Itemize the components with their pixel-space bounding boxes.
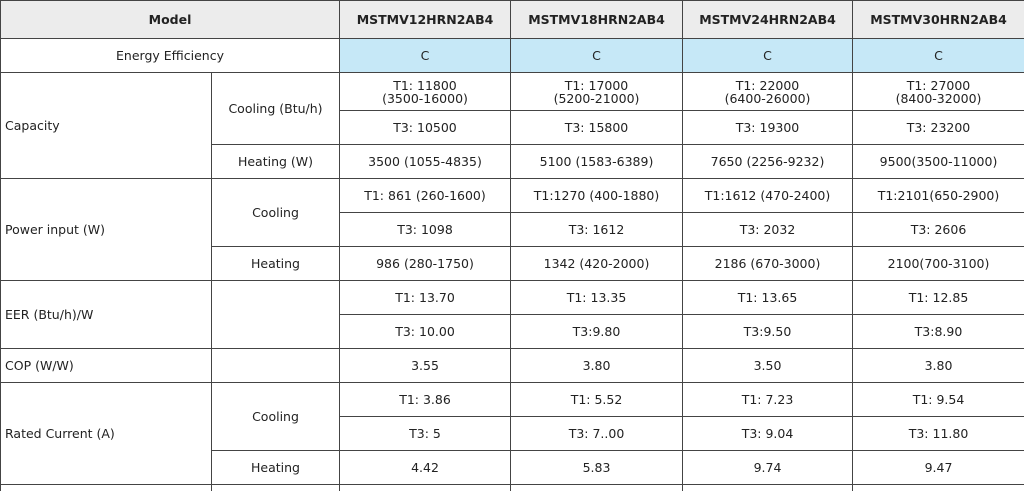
- power-cooling-t1-cell: T1:2101(650-2900): [853, 179, 1024, 213]
- power-heating-cell: 2186 (670-3000): [683, 247, 853, 281]
- cop-cell: 3.55: [340, 349, 511, 383]
- eer-t3-cell: T3:8.90: [853, 315, 1024, 349]
- eer-label: EER (Btu/h)/W: [1, 281, 212, 349]
- eer-t1-cell: T1: 13.65: [683, 281, 853, 315]
- current-heating-label: Heating: [212, 451, 340, 485]
- capacity-cooling-t1-cell: [340, 73, 511, 111]
- eer-t1-row: [1, 281, 1024, 315]
- current-cooling-t1-cell: T1: 9.54: [853, 383, 1024, 417]
- capacity-t1-value: T1: 22000: [735, 77, 800, 93]
- eer-t1-cell: T1: 13.70: [340, 281, 511, 315]
- eer-t3-cell: T3:9.80: [511, 315, 683, 349]
- power-cooling-t1-cell: T1:1612 (470-2400): [683, 179, 853, 213]
- capacity-heating-cell: 3500 (1055-4835): [340, 145, 511, 179]
- current-heating-cell: 5.83: [511, 451, 683, 485]
- capacity-cooling-t1-cell: [511, 73, 683, 111]
- cop-sub-blank: [212, 349, 340, 383]
- model-name: MSTMV18HRN2AB4: [511, 1, 683, 39]
- current-cooling-t3-cell: T3: 11.80: [853, 417, 1024, 451]
- cop-label: COP (W/W): [1, 349, 212, 383]
- model-name: MSTMV24HRN2AB4: [683, 1, 853, 39]
- eer-sub-blank: [212, 281, 340, 349]
- current-cooling-label: Cooling: [212, 383, 340, 451]
- capacity-cooling-label: Cooling (Btu/h): [212, 73, 340, 145]
- current-heating-cell: 9.47: [853, 451, 1024, 485]
- model-name: MSTMV30HRN2AB4: [853, 1, 1024, 39]
- energy-efficiency-label: Energy Efficiency: [1, 39, 340, 73]
- cop-cell: 3.80: [853, 349, 1024, 383]
- capacity-cooling-t3-cell: T3: 19300: [683, 111, 853, 145]
- capacity-t1-value: T1: 11800: [393, 77, 457, 93]
- power-cooling-t1-row: [1, 179, 1024, 213]
- cop-cell: 3.80: [511, 349, 683, 383]
- energy-efficiency-value: C: [683, 39, 853, 73]
- capacity-label: Capacity: [1, 73, 212, 179]
- capacity-heating-label: Heating (W): [212, 145, 340, 179]
- tail-cell: [212, 485, 340, 491]
- tail-cell: [683, 485, 853, 491]
- power-cooling-t1-cell: T1: 861 (260-1600): [340, 179, 511, 213]
- eer-t3-cell: T3: 10.00: [340, 315, 511, 349]
- eer-t3-cell: T3:9.50: [683, 315, 853, 349]
- power-cooling-t1-cell: T1:1270 (400-1880): [511, 179, 683, 213]
- power-heating-cell: 1342 (420-2000): [511, 247, 683, 281]
- cop-cell: 3.50: [683, 349, 853, 383]
- power-input-label: Power input (W): [1, 179, 212, 281]
- cop-row: [1, 349, 1024, 383]
- header-row: [1, 1, 1024, 39]
- tail-cell: [511, 485, 683, 491]
- current-cooling-t1-cell: T1: 3.86: [340, 383, 511, 417]
- capacity-cooling-t1-cell: [683, 73, 853, 111]
- energy-efficiency-value: C: [853, 39, 1024, 73]
- capacity-cooling-t3-cell: T3: 10500: [340, 111, 511, 145]
- power-heating-label: Heating: [212, 247, 340, 281]
- capacity-t1-range: (8400-32000): [895, 90, 982, 106]
- energy-efficiency-row: [1, 39, 1024, 73]
- power-cooling-t3-cell: T3: 1612: [511, 213, 683, 247]
- tail-cell: [340, 485, 511, 491]
- tail-cell: [853, 485, 1024, 491]
- capacity-cooling-t1-cell: [853, 73, 1024, 111]
- eer-t1-cell: T1: 12.85: [853, 281, 1024, 315]
- capacity-cooling-t1-row: [1, 73, 1024, 111]
- capacity-cooling-t3-cell: T3: 15800: [511, 111, 683, 145]
- current-cooling-t3-cell: T3: 9.04: [683, 417, 853, 451]
- capacity-cooling-t3-cell: T3: 23200: [853, 111, 1024, 145]
- cropped-next-row: [1, 485, 1024, 491]
- capacity-t1-value: T1: 17000: [564, 77, 629, 93]
- eer-t1-cell: T1: 13.35: [511, 281, 683, 315]
- capacity-t1-value: T1: 27000: [906, 77, 971, 93]
- rated-current-label: Rated Current (A): [1, 383, 212, 485]
- power-cooling-label: Cooling: [212, 179, 340, 247]
- current-cooling-t1-cell: T1: 7.23: [683, 383, 853, 417]
- current-heating-cell: 4.42: [340, 451, 511, 485]
- power-cooling-t3-cell: T3: 2606: [853, 213, 1024, 247]
- current-cooling-t3-cell: T3: 5: [340, 417, 511, 451]
- current-cooling-t1-cell: T1: 5.52: [511, 383, 683, 417]
- power-heating-cell: 2100(700-3100): [853, 247, 1024, 281]
- model-header: Model: [1, 1, 340, 39]
- capacity-t1-range: (5200-21000): [553, 90, 640, 106]
- energy-efficiency-value: C: [340, 39, 511, 73]
- current-heating-cell: 9.74: [683, 451, 853, 485]
- current-cooling-t3-cell: T3: 7..00: [511, 417, 683, 451]
- model-name: MSTMV12HRN2AB4: [340, 1, 511, 39]
- power-cooling-t3-cell: T3: 2032: [683, 213, 853, 247]
- capacity-t1-range: (6400-26000): [724, 90, 811, 106]
- current-cooling-t1-row: [1, 383, 1024, 417]
- capacity-heating-cell: 7650 (2256-9232): [683, 145, 853, 179]
- capacity-heating-cell: 9500(3500-11000): [853, 145, 1024, 179]
- capacity-heating-cell: 5100 (1583-6389): [511, 145, 683, 179]
- power-cooling-t3-cell: T3: 1098: [340, 213, 511, 247]
- capacity-t1-range: (3500-16000): [382, 90, 468, 106]
- tail-cell: [1, 485, 212, 491]
- power-heating-cell: 986 (280-1750): [340, 247, 511, 281]
- energy-efficiency-value: C: [511, 39, 683, 73]
